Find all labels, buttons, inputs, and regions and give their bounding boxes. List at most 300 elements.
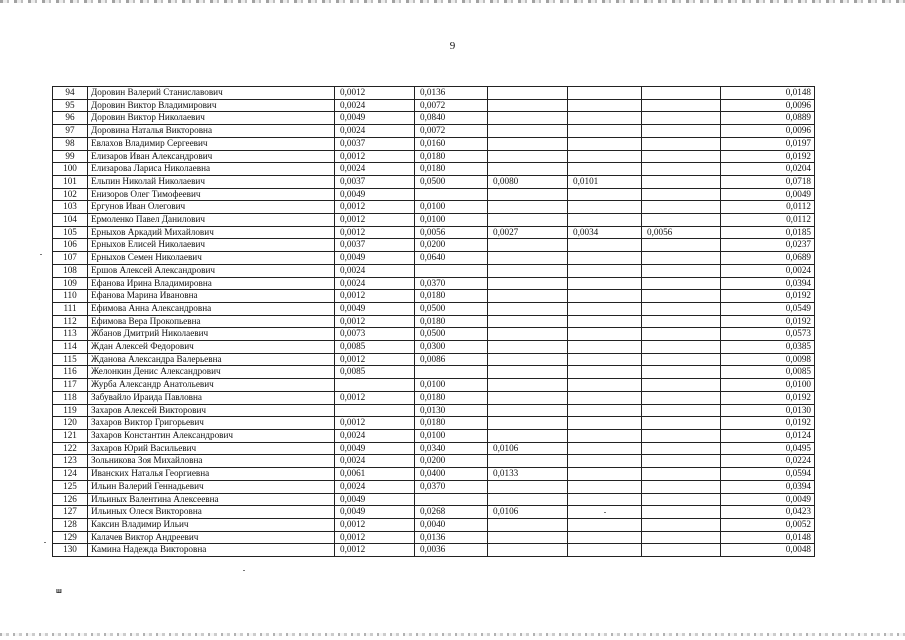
value-cell-5 [642,264,721,277]
table-row [53,328,815,341]
value-cell-4 [568,468,642,481]
value-cell-4 [568,404,642,417]
row-number-cell: 106 [53,239,88,252]
total-cell: 0,0889 [721,112,815,125]
value-cell-5 [642,531,721,544]
value-cell-2: 0,0100 [415,429,488,442]
name-cell: Доровин Валерий Станиславович [88,87,335,100]
name-cell: Каксин Владимир Ильич [88,518,335,531]
value-cell-5 [642,468,721,481]
name-cell: Ефанова Ирина Владимировна [88,277,335,290]
value-cell-3 [488,480,568,493]
value-cell-2: 0,0086 [415,353,488,366]
value-cell-1: 0,0012 [335,518,415,531]
name-cell: Жданова Александра Валерьевна [88,353,335,366]
row-number-cell: 98 [53,137,88,150]
scan-edge-top [0,0,905,3]
total-cell: 0,0192 [721,150,815,163]
row-number-cell: 123 [53,455,88,468]
name-cell: Калачев Виктор Андреевич [88,531,335,544]
table-row [53,87,815,100]
value-cell-3 [488,302,568,315]
value-cell-2: 0,0100 [415,214,488,227]
value-cell-3 [488,366,568,379]
value-cell-3 [488,264,568,277]
name-cell: Енизоров Олег Тимофеевич [88,188,335,201]
value-cell-3 [488,252,568,265]
value-cell-1: 0,0012 [335,214,415,227]
total-cell: 0,0048 [721,544,815,557]
value-cell-3 [488,150,568,163]
value-cell-5 [642,429,721,442]
value-cell-2 [415,188,488,201]
value-cell-3 [488,277,568,290]
value-cell-1: 0,0012 [335,417,415,430]
value-cell-1: 0,0049 [335,112,415,125]
value-cell-5 [642,175,721,188]
value-cell-3 [488,137,568,150]
total-cell: 0,0573 [721,328,815,341]
value-cell-2: 0,0072 [415,99,488,112]
total-cell: 0,0148 [721,87,815,100]
value-cell-5 [642,201,721,214]
value-cell-1 [335,379,415,392]
value-cell-4 [568,87,642,100]
row-number-cell: 126 [53,493,88,506]
name-cell: Ергунов Иван Олегович [88,201,335,214]
value-cell-2: 0,0180 [415,290,488,303]
total-cell: 0,0130 [721,404,815,417]
value-cell-2: 0,0072 [415,125,488,138]
value-cell-5 [642,493,721,506]
table-row [53,341,815,354]
value-cell-3 [488,163,568,176]
scan-speck [604,512,606,513]
value-cell-4: 0,0034 [568,226,642,239]
name-cell: Ефимова Анна Александровна [88,302,335,315]
name-cell: Ефанова Марина Ивановна [88,290,335,303]
value-cell-2: 0,0180 [415,391,488,404]
value-cell-2: 0,0180 [415,417,488,430]
value-cell-3 [488,429,568,442]
row-number-cell: 121 [53,429,88,442]
value-cell-4 [568,391,642,404]
value-cell-1: 0,0024 [335,480,415,493]
value-cell-1: 0,0049 [335,302,415,315]
row-number-cell: 113 [53,328,88,341]
table-row [53,315,815,328]
value-cell-3 [488,87,568,100]
value-cell-1: 0,0085 [335,366,415,379]
value-cell-1: 0,0049 [335,493,415,506]
row-number-cell: 110 [53,290,88,303]
value-cell-5 [642,239,721,252]
value-cell-2: 0,0056 [415,226,488,239]
value-cell-4 [568,239,642,252]
total-cell: 0,0495 [721,442,815,455]
total-cell: 0,0394 [721,480,815,493]
value-cell-2 [415,366,488,379]
name-cell: Захаров Виктор Григорьевич [88,417,335,430]
value-cell-1: 0,0012 [335,391,415,404]
row-number-cell: 108 [53,264,88,277]
table-row [53,493,815,506]
value-cell-4 [568,264,642,277]
value-cell-4 [568,379,642,392]
table-row [53,518,815,531]
row-number-cell: 111 [53,302,88,315]
value-cell-5 [642,150,721,163]
value-cell-5 [642,366,721,379]
value-cell-4 [568,201,642,214]
name-cell: Забувайло Ираида Павловна [88,391,335,404]
table-row [53,252,815,265]
row-number-cell: 100 [53,163,88,176]
table-row [53,150,815,163]
name-cell: Ермоленко Павел Данилович [88,214,335,227]
table-row [53,455,815,468]
row-number-cell: 127 [53,506,88,519]
value-cell-5 [642,252,721,265]
total-cell: 0,0204 [721,163,815,176]
row-number-cell: 112 [53,315,88,328]
name-cell: Ерныхов Семен Николаевич [88,252,335,265]
name-cell: Евлахов Владимир Сергеевич [88,137,335,150]
value-cell-4 [568,315,642,328]
value-cell-5 [642,341,721,354]
table-row [53,480,815,493]
table-row [53,544,815,557]
value-cell-2: 0,0500 [415,328,488,341]
value-cell-1: 0,0024 [335,264,415,277]
table-row [53,417,815,430]
table-row [53,201,815,214]
data-table [52,86,815,557]
value-cell-3 [488,404,568,417]
total-cell: 0,0112 [721,201,815,214]
value-cell-4 [568,302,642,315]
value-cell-3 [488,493,568,506]
table-row [53,226,815,239]
total-cell: 0,0197 [721,137,815,150]
value-cell-2: 0,0040 [415,518,488,531]
value-cell-1: 0,0073 [335,328,415,341]
row-number-cell: 115 [53,353,88,366]
row-number-cell: 94 [53,87,88,100]
value-cell-2 [415,493,488,506]
row-number-cell: 104 [53,214,88,227]
value-cell-5 [642,455,721,468]
value-cell-2: 0,0136 [415,87,488,100]
name-cell: Захаров Алексей Викторович [88,404,335,417]
value-cell-4 [568,137,642,150]
value-cell-4 [568,429,642,442]
value-cell-5 [642,480,721,493]
total-cell: 0,0237 [721,239,815,252]
value-cell-1: 0,0024 [335,277,415,290]
value-cell-4 [568,544,642,557]
value-cell-5: 0,0056 [642,226,721,239]
total-cell: 0,0594 [721,468,815,481]
total-cell: 0,0098 [721,353,815,366]
value-cell-1: 0,0024 [335,455,415,468]
row-number-cell: 130 [53,544,88,557]
value-cell-2: 0,0640 [415,252,488,265]
value-cell-4 [568,493,642,506]
table-row [53,99,815,112]
value-cell-4 [568,277,642,290]
total-cell: 0,0549 [721,302,815,315]
value-cell-3 [488,417,568,430]
value-cell-1: 0,0012 [335,290,415,303]
value-cell-1: 0,0012 [335,226,415,239]
value-cell-2: 0,0300 [415,341,488,354]
value-cell-1: 0,0049 [335,252,415,265]
value-cell-5 [642,302,721,315]
value-cell-3 [488,188,568,201]
total-cell: 0,0112 [721,214,815,227]
scan-speck [243,570,245,571]
value-cell-1: 0,0012 [335,531,415,544]
value-cell-3: 0,0133 [488,468,568,481]
value-cell-4 [568,455,642,468]
value-cell-5 [642,277,721,290]
table-row [53,302,815,315]
value-cell-3: 0,0106 [488,506,568,519]
value-cell-1: 0,0049 [335,442,415,455]
value-cell-5 [642,544,721,557]
total-cell: 0,0423 [721,506,815,519]
value-cell-2: 0,0500 [415,175,488,188]
table-row [53,506,815,519]
name-cell: Ельпин Николай Николаевич [88,175,335,188]
value-cell-5 [642,315,721,328]
table-row [53,175,815,188]
value-cell-5 [642,518,721,531]
table-row [53,290,815,303]
total-cell: 0,0224 [721,455,815,468]
value-cell-1: 0,0024 [335,163,415,176]
table-row [53,531,815,544]
value-cell-4 [568,353,642,366]
table-row [53,264,815,277]
row-number-cell: 99 [53,150,88,163]
value-cell-5 [642,328,721,341]
value-cell-2: 0,0130 [415,404,488,417]
value-cell-1: 0,0012 [335,87,415,100]
name-cell: Ильин Валерий Геннадьевич [88,480,335,493]
value-cell-3 [488,391,568,404]
total-cell: 0,0689 [721,252,815,265]
value-cell-2: 0,0200 [415,239,488,252]
value-cell-4 [568,112,642,125]
value-cell-3: 0,0106 [488,442,568,455]
value-cell-4 [568,188,642,201]
value-cell-4 [568,328,642,341]
value-cell-2: 0,0840 [415,112,488,125]
page-number: 9 [449,40,456,52]
value-cell-2: 0,0100 [415,379,488,392]
value-cell-3 [488,531,568,544]
value-cell-4 [568,366,642,379]
value-cell-5 [642,125,721,138]
value-cell-4 [568,99,642,112]
table-row [53,442,815,455]
total-cell: 0,0185 [721,226,815,239]
row-number-cell: 105 [53,226,88,239]
table-row [53,353,815,366]
value-cell-1 [335,404,415,417]
value-cell-5 [642,442,721,455]
value-cell-2: 0,0400 [415,468,488,481]
total-cell: 0,0049 [721,493,815,506]
value-cell-2: 0,0500 [415,302,488,315]
total-cell: 0,0024 [721,264,815,277]
row-number-cell: 96 [53,112,88,125]
row-number-cell: 129 [53,531,88,544]
value-cell-2: 0,0180 [415,150,488,163]
name-cell: Захаров Юрий Васильевич [88,442,335,455]
row-number-cell: 124 [53,468,88,481]
table-row [53,137,815,150]
row-number-cell: 109 [53,277,88,290]
total-cell: 0,0049 [721,188,815,201]
row-number-cell: 120 [53,417,88,430]
total-cell: 0,0096 [721,125,815,138]
total-cell: 0,0385 [721,341,815,354]
value-cell-5 [642,112,721,125]
value-cell-5 [642,214,721,227]
value-cell-3: 0,0080 [488,175,568,188]
value-cell-4 [568,442,642,455]
value-cell-2: 0,0180 [415,163,488,176]
total-cell: 0,0052 [721,518,815,531]
name-cell: Ерныхов Аркадий Михайлович [88,226,335,239]
value-cell-1: 0,0085 [335,341,415,354]
name-cell: Захаров Константин Александрович [88,429,335,442]
value-cell-2: 0,0268 [415,506,488,519]
name-cell: Иванских Наталья Георгиевна [88,468,335,481]
value-cell-4: 0,0101 [568,175,642,188]
name-cell: Камина Надежда Викторовна [88,544,335,557]
table-row [53,125,815,138]
value-cell-4 [568,214,642,227]
value-cell-2: 0,0340 [415,442,488,455]
name-cell: Ефимова Вера Прокопьевна [88,315,335,328]
value-cell-4 [568,150,642,163]
table-row [53,277,815,290]
value-cell-1: 0,0037 [335,175,415,188]
value-cell-1: 0,0012 [335,315,415,328]
value-cell-3: 0,0027 [488,226,568,239]
value-cell-1: 0,0037 [335,239,415,252]
value-cell-3 [488,201,568,214]
table-row [53,468,815,481]
table-row [53,391,815,404]
row-number-cell: 103 [53,201,88,214]
value-cell-3 [488,353,568,366]
name-cell: Ильиных Валентина Алексеевна [88,493,335,506]
value-cell-1: 0,0012 [335,353,415,366]
value-cell-5 [642,353,721,366]
row-number-cell: 95 [53,99,88,112]
table-row [53,404,815,417]
value-cell-3 [488,379,568,392]
row-number-cell: 107 [53,252,88,265]
value-cell-5 [642,137,721,150]
value-cell-5 [642,99,721,112]
value-cell-4 [568,531,642,544]
name-cell: Журба Александр Анатольевич [88,379,335,392]
value-cell-4 [568,417,642,430]
value-cell-2: 0,0370 [415,480,488,493]
total-cell: 0,0124 [721,429,815,442]
value-cell-5 [642,290,721,303]
total-cell: 0,0085 [721,366,815,379]
table-body [53,87,815,557]
total-cell: 0,0718 [721,175,815,188]
footer-mark: ш [56,588,62,595]
value-cell-5 [642,87,721,100]
total-cell: 0,0192 [721,290,815,303]
value-cell-4 [568,518,642,531]
value-cell-3 [488,290,568,303]
name-cell: Зольникова Зоя Михайловна [88,455,335,468]
total-cell: 0,0096 [721,99,815,112]
value-cell-3 [488,518,568,531]
value-cell-1: 0,0049 [335,188,415,201]
value-cell-1: 0,0024 [335,99,415,112]
value-cell-3 [488,544,568,557]
table-row [53,239,815,252]
total-cell: 0,0100 [721,379,815,392]
value-cell-4 [568,480,642,493]
value-cell-3 [488,315,568,328]
value-cell-5 [642,506,721,519]
name-cell: Доровина Наталья Викторовна [88,125,335,138]
value-cell-4 [568,125,642,138]
value-cell-5 [642,188,721,201]
table-row [53,214,815,227]
table-row [53,188,815,201]
row-number-cell: 125 [53,480,88,493]
scan-edge-bottom [0,633,905,636]
value-cell-2: 0,0036 [415,544,488,557]
name-cell: Жбанов Дмитрий Николаевич [88,328,335,341]
value-cell-3 [488,112,568,125]
name-cell: Ерныхов Елисей Николаевич [88,239,335,252]
total-cell: 0,0192 [721,315,815,328]
row-number-cell: 122 [53,442,88,455]
value-cell-5 [642,404,721,417]
value-cell-2: 0,0180 [415,315,488,328]
name-cell: Елизарова Лариса Николаевна [88,163,335,176]
value-cell-2: 0,0200 [415,455,488,468]
value-cell-3 [488,341,568,354]
row-number-cell: 101 [53,175,88,188]
row-number-cell: 118 [53,391,88,404]
total-cell: 0,0192 [721,417,815,430]
name-cell: Желонкин Денис Александрович [88,366,335,379]
name-cell: Ждан Алексей Федорович [88,341,335,354]
value-cell-5 [642,391,721,404]
value-cell-3 [488,214,568,227]
value-cell-1: 0,0061 [335,468,415,481]
value-cell-5 [642,163,721,176]
value-cell-1: 0,0012 [335,150,415,163]
value-cell-1: 0,0049 [335,506,415,519]
table-row [53,366,815,379]
